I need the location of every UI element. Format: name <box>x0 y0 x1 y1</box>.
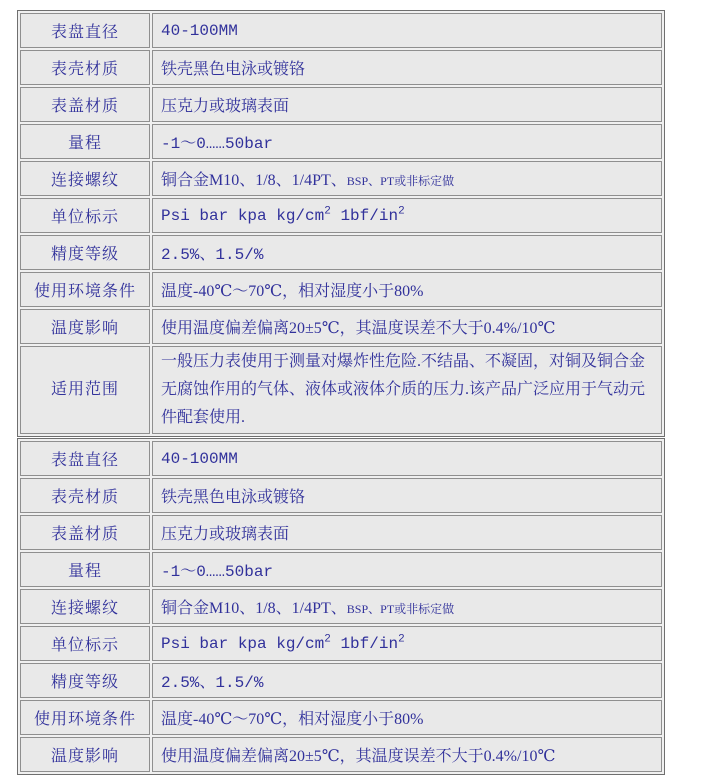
spec-label: 使用环境条件 <box>20 700 150 735</box>
spec-page <box>17 10 667 776</box>
spec-row <box>20 13 662 48</box>
spec-value-segment: -1～0……50bar <box>161 563 274 581</box>
spec-value <box>152 87 662 122</box>
spec-label: 量程 <box>20 552 150 587</box>
spec-value-segment: 铁壳黑色电泳或镀铬 <box>161 489 306 506</box>
spec-value <box>152 235 662 270</box>
spec-value-segment: 使用温度偏差偏离20±5℃，其温度误差不大于0.4%/10℃ <box>161 748 556 765</box>
spec-label: 表盘直径 <box>20 441 150 476</box>
spec-value <box>152 50 662 85</box>
spec-row <box>20 441 662 476</box>
spec-row <box>20 700 662 735</box>
spec-row <box>20 589 662 624</box>
spec-value-segment: 2.5%、1.5/% <box>161 246 264 264</box>
spec-value <box>152 626 662 661</box>
spec-value <box>152 515 662 550</box>
spec-value <box>152 737 662 772</box>
spec-value <box>152 552 662 587</box>
spec-value <box>152 309 662 344</box>
spec-value-segment: 铜合金M10、1/8、1/4PT、 <box>161 172 347 189</box>
spec-label: 连接螺纹 <box>20 589 150 624</box>
spec-value-segment: 1bf/in <box>330 634 399 653</box>
spec-row <box>20 198 662 233</box>
spec-value-segment: 2 <box>324 205 331 218</box>
spec-table-2-body <box>20 441 662 772</box>
spec-value-segment: 2.5%、1.5/% <box>161 674 264 692</box>
spec-label: 表壳材质 <box>20 478 150 513</box>
spec-value-segment: -1～0……50bar <box>161 135 274 153</box>
spec-label: 量程 <box>20 124 150 159</box>
spec-label: 表盖材质 <box>20 87 150 122</box>
spec-row <box>20 346 662 434</box>
spec-value <box>152 272 662 307</box>
spec-row <box>20 515 662 550</box>
spec-value-segment: 1bf/in <box>330 206 399 225</box>
spec-label: 温度影响 <box>20 309 150 344</box>
spec-label: 适用范围 <box>20 346 150 434</box>
spec-row <box>20 124 662 159</box>
spec-row <box>20 161 662 196</box>
spec-label: 精度等级 <box>20 235 150 270</box>
spec-label: 表盘直径 <box>20 13 150 48</box>
spec-value-segment: BSP、PT或非标定做 <box>346 602 455 616</box>
spec-label: 使用环境条件 <box>20 272 150 307</box>
spec-value-segment: 铁壳黑色电泳或镀铬 <box>161 61 306 78</box>
spec-label: 表壳材质 <box>20 50 150 85</box>
spec-row <box>20 87 662 122</box>
spec-row <box>20 552 662 587</box>
spec-value-segment: 压克力或玻璃表面 <box>161 526 290 543</box>
spec-value <box>152 663 662 698</box>
spec-row <box>20 478 662 513</box>
spec-value-segment: 2 <box>398 205 405 218</box>
spec-value <box>152 161 662 196</box>
spec-value-segment: 40-100MM <box>161 21 238 40</box>
spec-value-segment: 压克力或玻璃表面 <box>161 98 290 115</box>
spec-value <box>152 13 662 48</box>
spec-value-segment: 温度-40℃～70℃，相对湿度小于80% <box>161 711 424 728</box>
spec-label: 单位标示 <box>20 198 150 233</box>
spec-value <box>152 700 662 735</box>
spec-table-2 <box>17 438 665 775</box>
spec-label: 连接螺纹 <box>20 161 150 196</box>
spec-label: 温度影响 <box>20 737 150 772</box>
spec-label: 精度等级 <box>20 663 150 698</box>
spec-value <box>152 346 662 434</box>
spec-label: 单位标示 <box>20 626 150 661</box>
spec-value-segment: 2 <box>324 633 331 646</box>
spec-row <box>20 737 662 772</box>
spec-value-segment: Psi bar kpa kg/cm <box>161 634 325 653</box>
spec-value-segment: 铜合金M10、1/8、1/4PT、 <box>161 600 347 617</box>
spec-value-segment: Psi bar kpa kg/cm <box>161 206 325 225</box>
spec-row <box>20 309 662 344</box>
spec-value <box>152 478 662 513</box>
spec-value-segment: BSP、PT或非标定做 <box>346 174 455 188</box>
spec-row <box>20 50 662 85</box>
spec-value-segment: 2 <box>398 633 405 646</box>
spec-value <box>152 589 662 624</box>
spec-value-segment: 40-100MM <box>161 449 238 468</box>
spec-table-1 <box>17 10 665 437</box>
spec-table-1-body <box>20 13 662 434</box>
spec-value <box>152 198 662 233</box>
spec-value <box>152 441 662 476</box>
spec-row <box>20 235 662 270</box>
spec-label: 表盖材质 <box>20 515 150 550</box>
spec-value-segment: 温度-40℃～70℃，相对湿度小于80% <box>161 283 424 300</box>
spec-row <box>20 272 662 307</box>
spec-row <box>20 663 662 698</box>
spec-value-segment: 使用温度偏差偏离20±5℃，其温度误差不大于0.4%/10℃ <box>161 320 556 337</box>
spec-row <box>20 626 662 661</box>
spec-value-segment: 一般压力表使用于测量对爆炸性危险.不结晶、不凝固，对铜及铜合金无腐蚀作用的气体、液体或液体介质的压力.该产品广泛应用于气动元件配套使用. <box>161 353 646 426</box>
spec-value <box>152 124 662 159</box>
